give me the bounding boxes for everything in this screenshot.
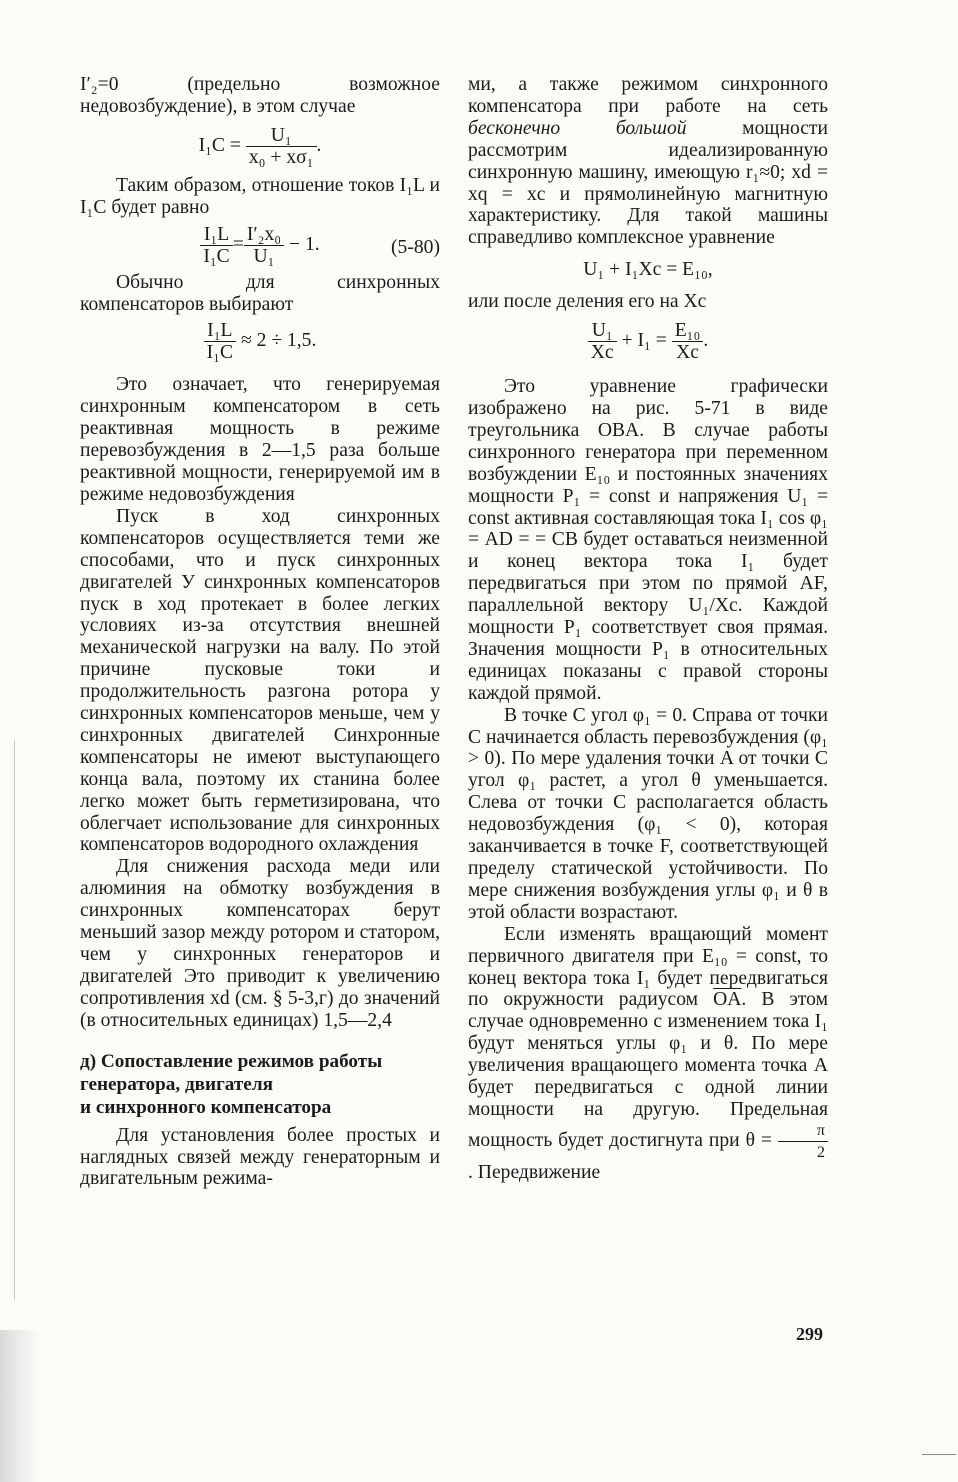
right-para-3: Это уравнение графически изображено на рис. 5-71 в виде треугольника OBA. В случае работы синхронного генератора при переменном возбуждении E₁₀ и постоянных значениях мощности P₁ = const и напряжения U₁ = const активная составляющая тока I₁ cos φ₁ = AD = = CB будет оставаться неизменной и конец вектора тока I₁ будет передвигаться при этом по прямой AF, параллельной вектору U₁/Xc. Каждой мощности P₁ соответствует своя прямая. Значения мощности P₁ в относительных единицах показаны с правой стороны каждой прямой. [468,376,828,704]
left-para-1: I′₂=0 (предельно возможное недовозбуждение), в этом случае [80,74,440,117]
equation-ratio: $\frac{\text{I₁L}}{\text{I₁C}}$ ≈ 2 ÷ 1,5. [80,321,440,362]
scan-edge-shadow [0,1330,40,1482]
equation-divided: $\frac{\text{U₁}}{Xc}$ + I₁ = $\frac{\text{E₁₀}}{Xc}$ . [468,321,828,362]
scan-margin-line [14,740,15,1300]
right-para-1: ми, а также режимом синхронного компенсатора при работе на сеть бесконечно большой мощности рассмотрим идеализированную синхронную машину, имеющую r₁≈0; xd = xq = xc и прямолинейную магнитную характеристику. Для такой машины справедливо комплексное уравнение [468,74,828,249]
left-para-2: Таким образом, отношение токов I₁L и I₁C будет равно [80,174,440,218]
eq-fraction: $\frac{\text{U₁}}{\text{x₀ + xσ₁}}$ [246,126,317,167]
equation-i1c: I₁C = $\frac{\text{U₁}}{\text{x₀ + xσ₁}}$ . [198,124,322,168]
section-heading: д) Сопоставление режимов работы генератора, двигателя и синхронного компенсатора [80,1050,383,1118]
scan-bottom-mark [922,1454,956,1455]
left-column [80,74,440,1190]
right-para-5: Если изменять вращающий момент первичного двигателя при E₁₀ = const, то конец вектора тока I₁ будет передвигаться по окружности радиусом $\overline{OA}$. В этом случае одновременно с изменением тока I₁ будут меняться углы φ₁ и θ. По мере увеличения вращающего момента точка A будет передвигаться с одной линии мощности на другую. Предельная мощность будет достигнута при θ = $\frac{\pi}{2}$ . Передвижение [468,923,828,1183]
equation-5-80: $\frac{\text{I₁L}}{\text{I₁C}}$ = $\frac{\text{I′₂x₀}}{\text{U₁}}$ − 1. (5-80) [80,225,440,266]
equation-complex: U₁ + I₁Xc = E₁₀, [583,259,713,281]
left-para-6: Для снижения расхода меди или алюминия на обмотку возбуждения в синхронных компенсаторах берут меньший зазор между ротором и статором, чем у синхронных генераторов и двигателей Это приводит к увеличению сопротивления xd (см. § 5-3,г) до значений (в относительных единицах) 1,5—2,4 [80,856,440,1031]
eq-lhs: I₁C = [198,134,241,156]
right-para-4: В точке C угол φ₁ = 0. Справа от точки C начинается область перевозбуждения (φ₁ > 0). По мере удаления точки A от точки C угол φ₁ растет, а угол θ уменьшается. Слева от точки C располагается область недовозбуждения (φ₁ < 0), которая заканчивается в точке F, соответствующей пределу статической устойчивости. По мере снижения возбуждения углы φ₁ и θ в этой области возрастают. [468,704,828,923]
left-para-4: Это означает, что генерируемая синхронным компенсатором в сеть реактивная мощность в режиме перевозбуждения в 2—1,5 раза больше реактивной мощности, генерируемой им в режиме недовозбуждения [80,374,440,505]
page-number: 299 [796,1324,823,1344]
left-para-3: Обычно для синхронных компенсаторов выбирают [80,271,440,315]
equation-number: (5-80) [391,236,440,258]
left-para-5: Пуск в ход синхронных компенсаторов осуществляется теми же способами, что и пуск синхронных двигателей У синхронных компенсаторов пуск в ход протекает в более легких условиях из-за отсутствия внешней механической нагрузки на валу. По этой причине пусковые токи и продолжительность разгона ротора у синхронных компенсаторов меньше, чем у синхронных двигателей Синхронные компенсаторы не имеют выступающего конца вала, поэтому их станина более легко может быть герметизирована, что облегчает использование для синхронных компенсаторов водородного охлаждения [80,505,440,856]
right-column [468,74,828,1184]
right-para-2: или после деления его на Xc [468,291,707,313]
left-para-7: Для установления более простых и наглядных связей между генераторным и двигательным режима- [80,1124,440,1190]
